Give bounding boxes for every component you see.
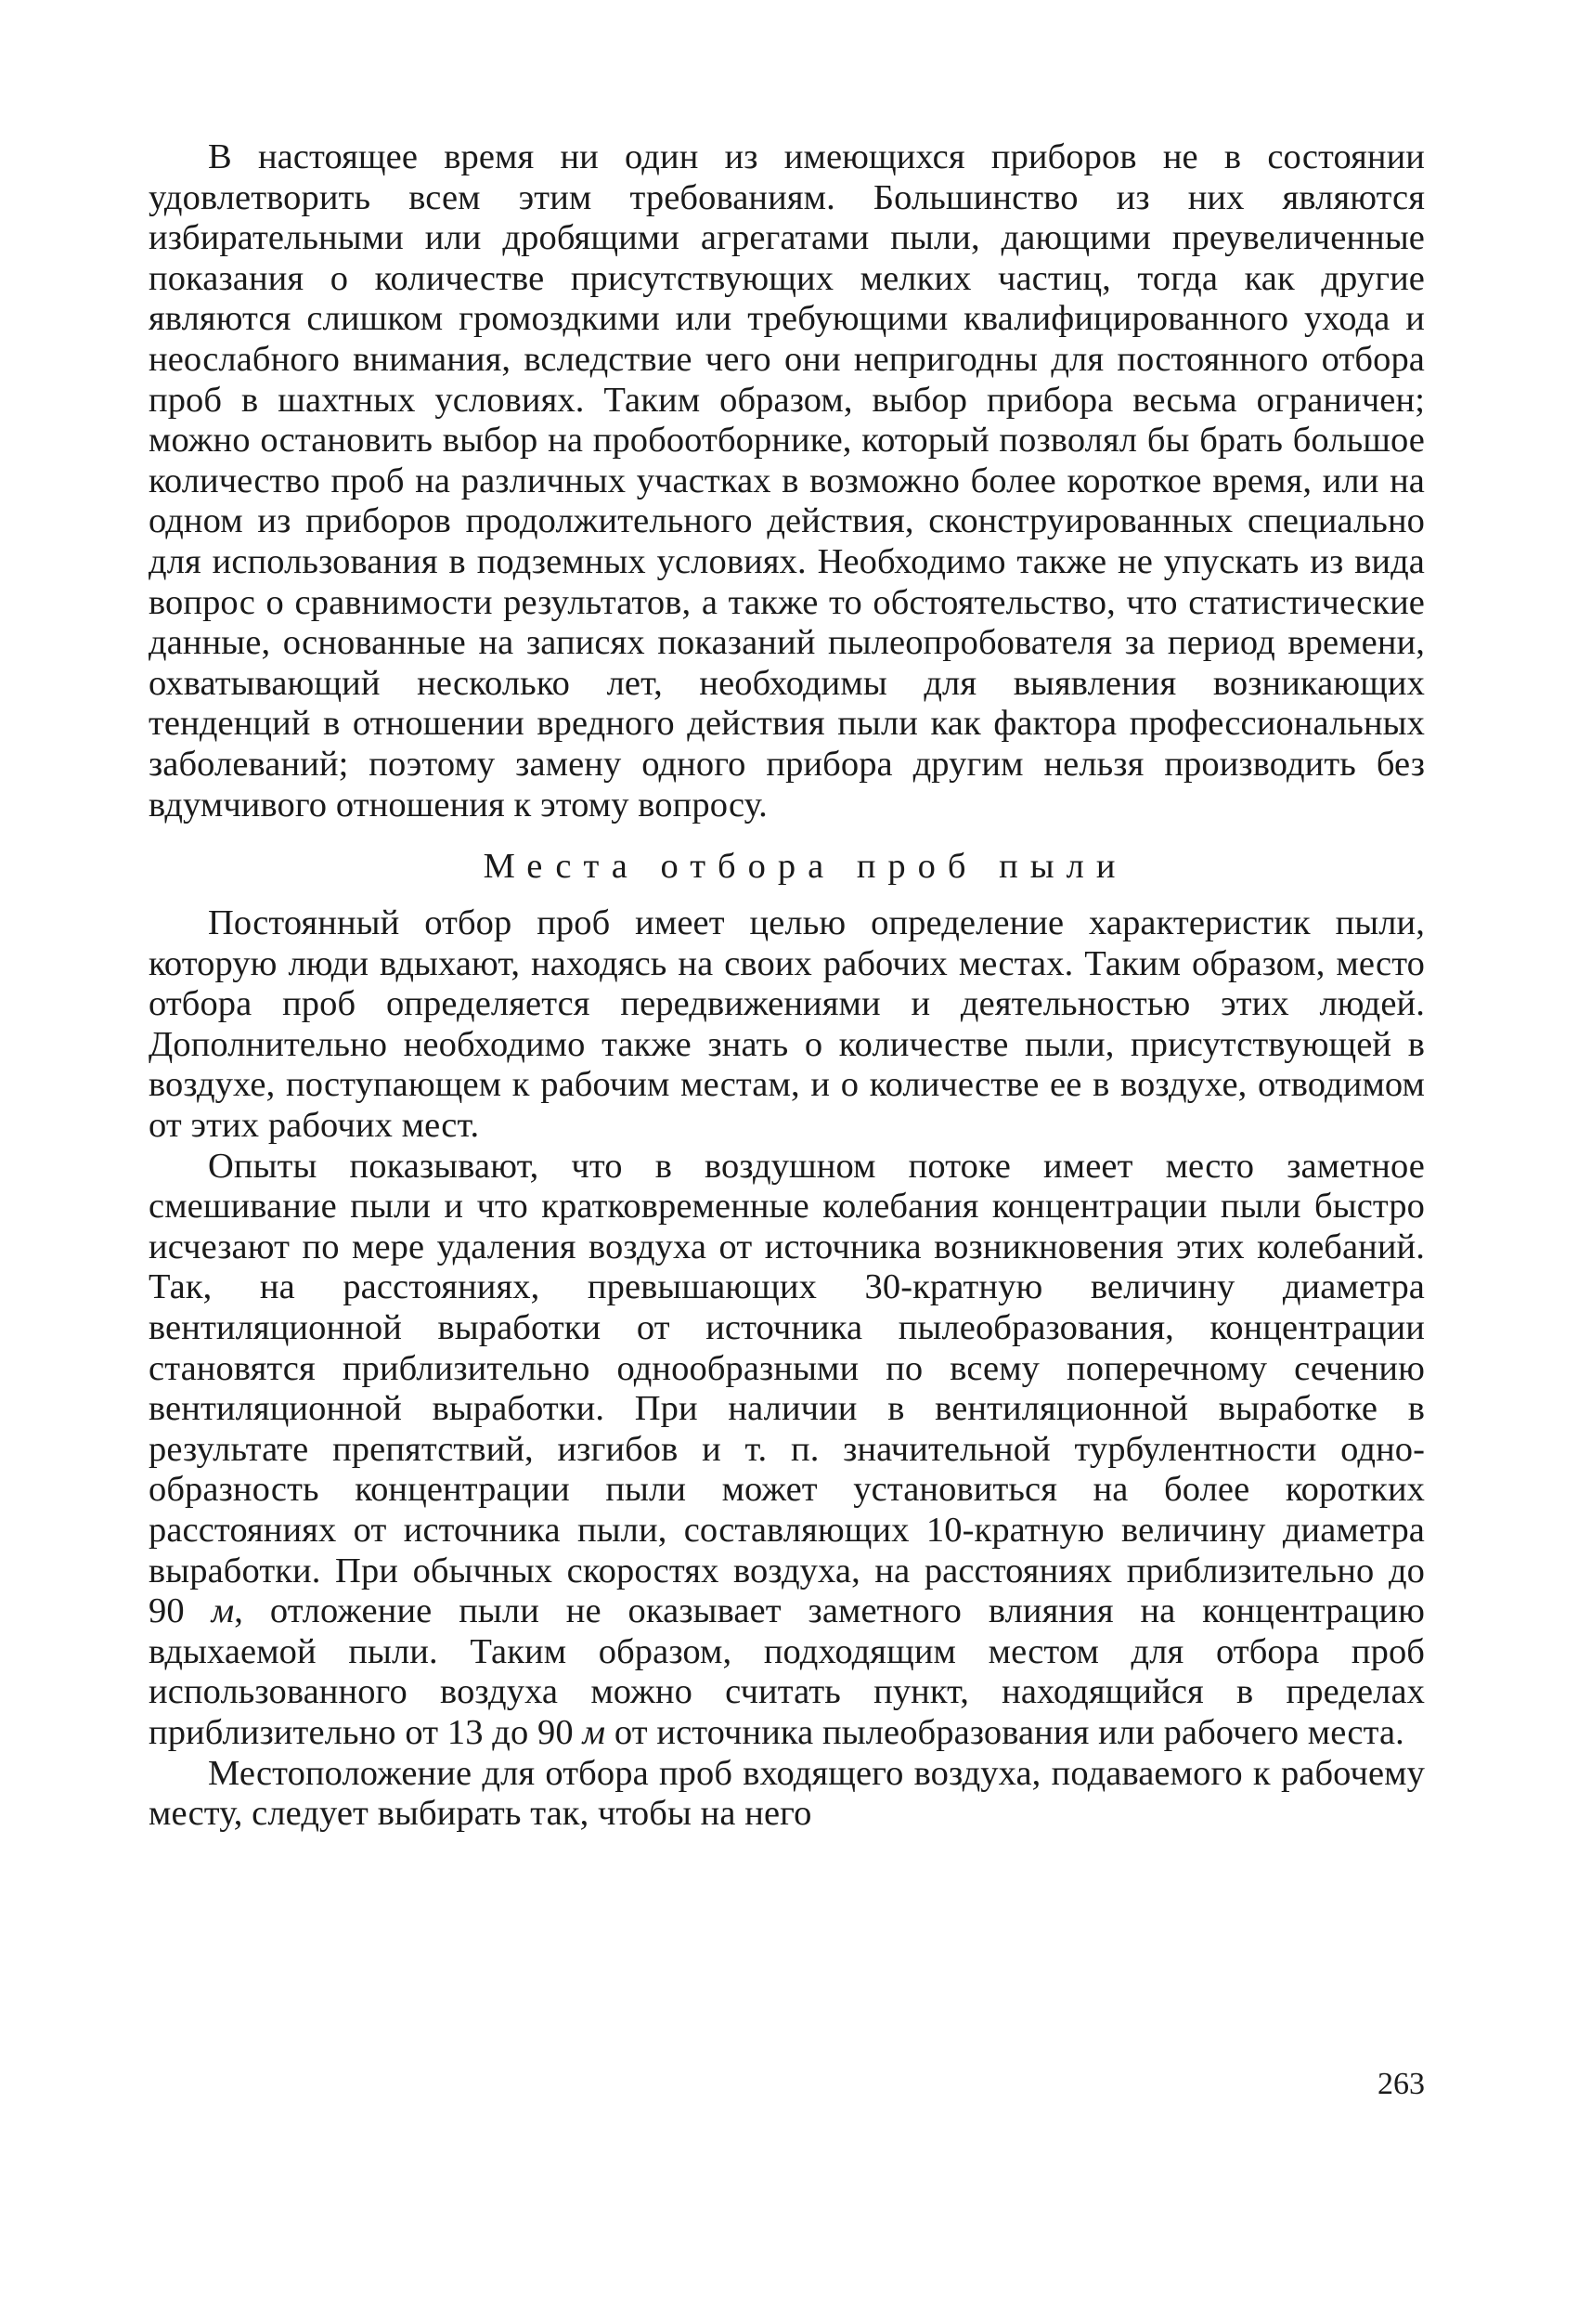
- page-number: 263: [1378, 2067, 1425, 2101]
- body-text: [149, 137, 1425, 1835]
- paragraph-experiments-part-3: от источника пылеобразования или рабочего места.: [605, 1712, 1404, 1752]
- unit-meter-2: м: [582, 1712, 606, 1752]
- paragraph-instruments-requirements: В настоящее время ни один из имеющихся приборов не в состоянии удовлетворить всем этим требованиям. Большинство из них являются избирательными или дробящими агрегатами пыли, дающими преувеличенные показания о количестве присутствующих мелких частиц, тогда как другие являются слишком громоздкими или требующими квалифицированного ухода и неослабного внимания, вследствие чего они непригодны для постоянного отбора проб в шахтных условиях. Таким образом, выбор прибора весьма ограничен; можно остановить выбор на пробоотборнике, который позволял бы брать большое количество проб на различных участках в возможно более короткое время, или на одном из приборов продолжительного действия, сконструированных специально для использования в подземных условиях. Необходимо также не упускать из вида вопрос о сравнимости результатов, а также то обстоятельство, что статистические данные, основанные на записях показаний пылеопробователя за период времени, охватывающий несколько лет, необходимы для выявления возникающих тенденций в отношении вредного действия пыли как фактора профессиональных заболеваний; поэтому замену одного прибора другим нельзя производить без вдумчивого отношения к этому вопросу.: [149, 137, 1425, 824]
- paragraph-intake-air-location: Местоположение для отбора проб входящего воздуха, подаваемого к рабочему месту, следует выбирать так, чтобы на него: [149, 1753, 1425, 1834]
- book-page: [149, 137, 1425, 2301]
- paragraph-experiments: [149, 1147, 1425, 1754]
- paragraph-experiments-part-1: Опыты показывают, что в воздушном потоке имеет место заметное смешивание пыли и что кратковременные колебания концентрации пыли быстро исчезают по мере удаления воздуха от источника возникновения этих колебаний. Так, на расстояниях, превышающих 30-кратную величину диаметра вентиляционной выработки от источника пылеобразования, концентрации становятся приблизительно однообразными по всему поперечному сечению вентиляционной выработки. При наличии в вентиляционной выработке в результате препятствий, изгибов и т. п. значительной турбулентности однообразность концентрации пыли может установиться на более коротких расстояниях от источника пыли, составляющих 10-кратную величину диаметра выработки. При обычных скоростях воздуха, на расстояниях приблизительно до 90: [149, 1146, 1425, 1631]
- unit-meter-1: м: [211, 1591, 235, 1631]
- paragraph-constant-sampling: Постоянный отбор проб имеет целью определение характеристик пыли, которую люди вдыхают, находясь на своих рабочих местах. Таким образом, место отбора проб определяется передвижениями и деятельностью этих людей. Дополнительно необходимо также знать о количестве пыли, присутствующей в воздухе, поступающем к рабочим местам, и о количестве ее в воздухе, отводимом от этих рабочих мест.: [149, 903, 1425, 1146]
- paragraph-experiments-part-2: , отложение пыли не оказывает заметного влияния на концентрацию вдыхаемой пыли. Таким образом, подходящим местом для отбора проб использованного воздуха можно считать пункт, находящийся в пределах приблизительно от 13 до 90: [149, 1591, 1425, 1752]
- section-heading: Места отбора проб пыли: [483, 847, 1128, 887]
